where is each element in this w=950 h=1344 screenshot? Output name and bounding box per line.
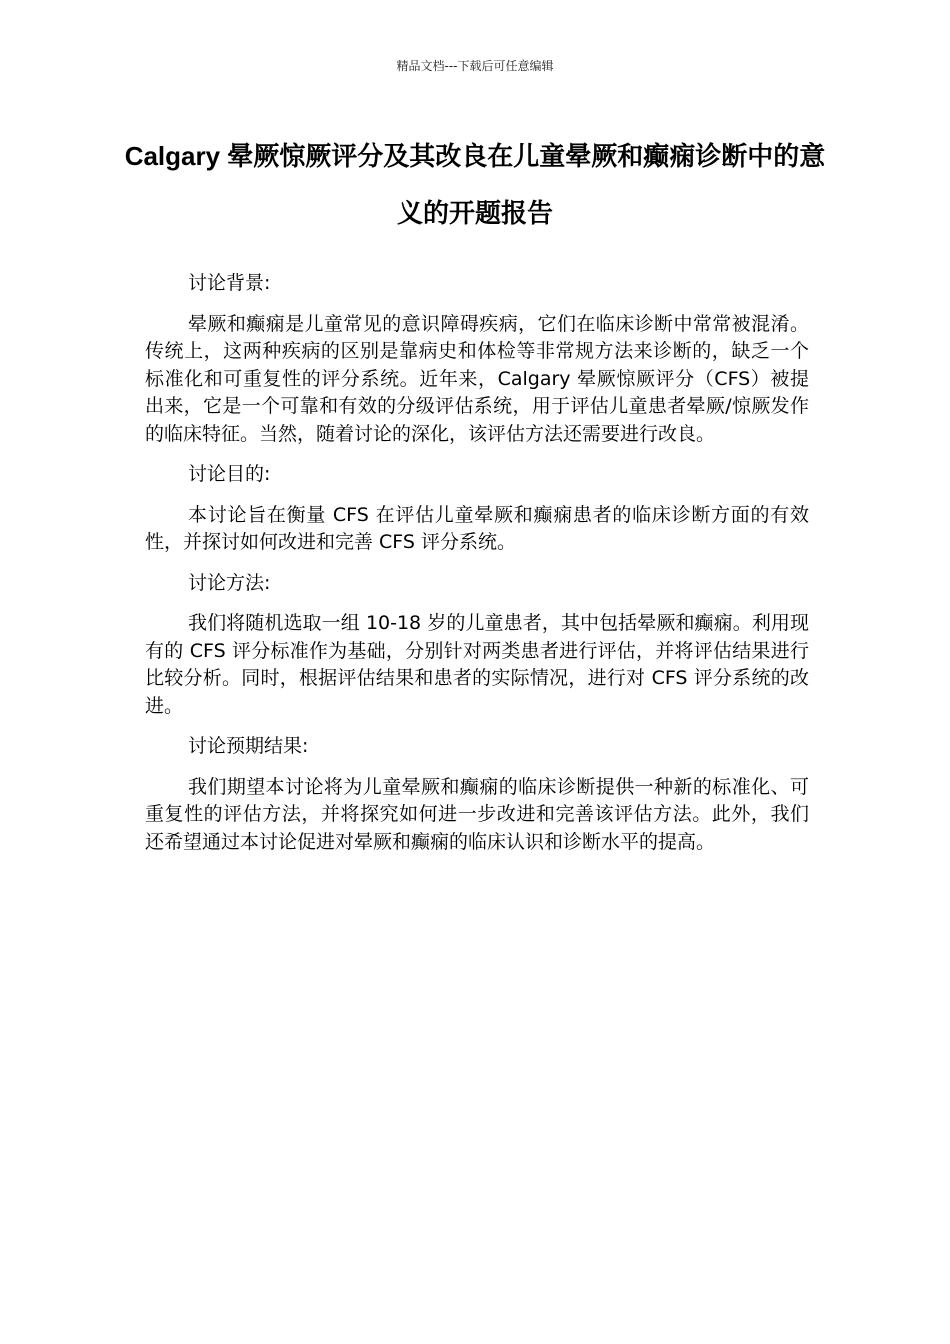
document-title: Calgary 晕厥惊厥评分及其改良在儿童晕厥和癫痫诊断中的意义的开题报告: [124, 141, 826, 228]
section-body-background: 晕厥和癫痫是儿童常见的意识障碍疾病，它们在临床诊断中常常被混淆。传统上，这两种疾病的区别是靠病史和体检等非常规方法来诊断的，缺乏一个标准化和可重复性的评分系统。近年来，Calgary 晕厥惊厥评分（CFS）被提出来，它是一个可靠和有效的分级评估系统，用于评估儿童患者晕厥/惊厥发作的临床特征。当然，随着讨论的深化，该评估方法还需要进行改良。: [145, 312, 809, 445]
page-header-note: 精品文档---下载后可任意编辑: [396, 59, 554, 73]
section-heading-purpose: 讨论目的:: [188, 463, 271, 485]
section-heading-background: 讨论背景:: [188, 272, 271, 294]
section-body-purpose: 本讨论旨在衡量 CFS 在评估儿童晕厥和癫痫患者的临床诊断方面的有效性，并探讨如何改进和完善 CFS 评分系统。: [145, 503, 809, 553]
section-heading-expected-results: 讨论预期结果:: [188, 735, 309, 757]
section-body-method: 我们将随机选取一组 10-18 岁的儿童患者，其中包括晕厥和癫痫。利用现有的 CFS 评分标准作为基础，分别针对两类患者进行评估，并将评估结果进行比较分析。同时，根据评估结果和患者的实际情况，进行对 CFS 评分系统的改进。: [145, 612, 809, 717]
section-heading-method: 讨论方法:: [188, 571, 271, 594]
section-body-expected-results: 我们期望本讨论将为儿童晕厥和癫痫的临床诊断提供一种新的标准化、可重复性的评估方法，并将探究如何进一步改进和完善该评估方法。此外，我们还希望通过本讨论促进对晕厥和癫痫的临床认识和诊断水平的提高。: [145, 775, 809, 853]
document-body: [145, 270, 809, 869]
